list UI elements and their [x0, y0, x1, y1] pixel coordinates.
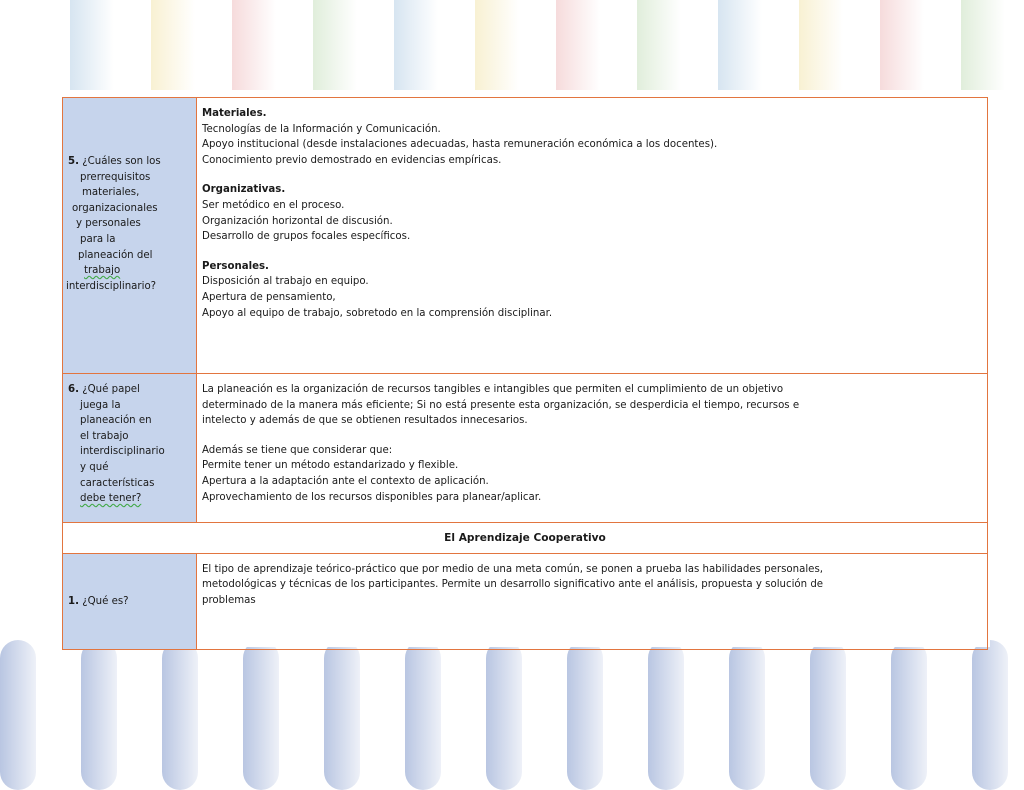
- table-row-question-5: [63, 98, 988, 374]
- question-text: planeación del: [78, 249, 153, 261]
- paragraph-line: intelecto y además de que se obtienen resultados innecesarios.: [202, 415, 528, 427]
- decorative-stripe: [70, 0, 114, 90]
- question-text: debe tener?: [80, 493, 142, 505]
- slide-content: [62, 92, 990, 647]
- list-item: Apertura de pensamiento,: [202, 291, 336, 303]
- question-text: trabajo: [84, 265, 121, 277]
- question-text: para la: [80, 233, 116, 245]
- decorative-stripe: [799, 0, 843, 90]
- list-item: Aprovechamiento de los recursos disponibles para planear/aplicar.: [202, 491, 542, 503]
- question-5-line-1: [68, 154, 191, 170]
- decorative-stripe: [637, 0, 681, 90]
- decorative-stripes: [0, 0, 1024, 90]
- decorative-stripe: [232, 0, 276, 90]
- question-text: interdisciplinario?: [66, 280, 157, 292]
- decorative-stripe: [394, 0, 438, 90]
- paragraph-line: El tipo de aprendizaje teórico-práctico que por medio de una meta común, se ponen a prueba las habilidades personales,: [202, 563, 823, 575]
- list-item: Tecnologías de la Información y Comunicación.: [202, 123, 441, 135]
- question-text: y personales: [76, 218, 141, 230]
- question-text: juega la: [80, 399, 121, 411]
- questions-table: [62, 97, 988, 650]
- list-item: Apertura a la adaptación ante el contexto de aplicación.: [202, 475, 489, 487]
- list-item: Organización horizontal de discusión.: [202, 215, 393, 227]
- question-6-cell: [63, 374, 197, 523]
- decorative-stripe: [718, 0, 762, 90]
- paragraph-line: determinado de la manera más eficiente; Si no está presente esta organización, se desperdicia el tiempo, recursos e: [202, 399, 800, 411]
- paragraph-line: problemas: [202, 594, 256, 606]
- question-5-cell: [63, 98, 197, 374]
- list-item: Desarrollo de grupos focales específicos.: [202, 231, 411, 243]
- section-heading-personales: Personales.: [202, 260, 269, 272]
- answer-6-cell: [197, 374, 988, 523]
- question-text: ¿Cuáles son los: [82, 156, 161, 167]
- table-row-question-1: [63, 553, 988, 649]
- list-item: Apoyo institucional (desde instalaciones adecuadas, hasta remuneración económica a los docentes).: [202, 139, 718, 151]
- section-heading-materiales: Materiales.: [202, 108, 267, 119]
- list-item: Conocimiento previo demostrado en evidencias empíricas.: [202, 154, 502, 166]
- list-item: Apoyo al equipo de trabajo, sobretodo en la comprensión disciplinar.: [202, 307, 553, 319]
- question-number: 6.: [68, 384, 79, 395]
- decorative-stripe: [880, 0, 924, 90]
- answer-1-cell: [197, 553, 988, 649]
- table-row-question-6: [63, 374, 988, 523]
- question-1-cell: [63, 553, 197, 649]
- paragraph-line: metodológicas y técnicas de los participantes. Permite un desarrollo significativo ante el análisis, propuesta y solución de: [202, 579, 824, 591]
- decorative-ovals: [0, 640, 1024, 768]
- decorative-stripe: [151, 0, 195, 90]
- decorative-stripe: [961, 0, 1005, 90]
- question-number: 5.: [68, 156, 79, 167]
- question-text: interdisciplinario: [80, 446, 165, 458]
- question-text: prerrequisitos: [80, 171, 151, 183]
- list-item: Ser metódico en el proceso.: [202, 199, 345, 211]
- decorative-stripe: [556, 0, 600, 90]
- question-text: planeación en: [80, 415, 152, 427]
- answer-5-cell: [197, 98, 988, 374]
- question-text: características: [80, 477, 155, 489]
- question-text: el trabajo: [80, 430, 129, 442]
- question-text: materiales,: [82, 187, 140, 199]
- question-text: organizacionales: [72, 202, 158, 214]
- decorative-stripe: [475, 0, 519, 90]
- section-heading-organizativas: Organizativas.: [202, 184, 286, 196]
- list-item: Permite tener un método estandarizado y flexible.: [202, 460, 459, 472]
- question-number: 1.: [68, 596, 79, 608]
- question-text: ¿Qué es?: [82, 596, 129, 608]
- question-text: ¿Qué papel: [82, 384, 140, 395]
- decorative-stripe: [313, 0, 357, 90]
- table-row-section-title: [63, 523, 988, 554]
- question-text: y qué: [80, 461, 109, 473]
- paragraph-line: La planeación es la organización de recursos tangibles e intangibles que permiten el cumplimiento de un objetivo: [202, 384, 784, 395]
- list-item: Disposición al trabajo en equipo.: [202, 276, 369, 288]
- intro-line: Además se tiene que considerar que:: [202, 444, 393, 456]
- section-title: El Aprendizaje Cooperativo: [63, 523, 988, 554]
